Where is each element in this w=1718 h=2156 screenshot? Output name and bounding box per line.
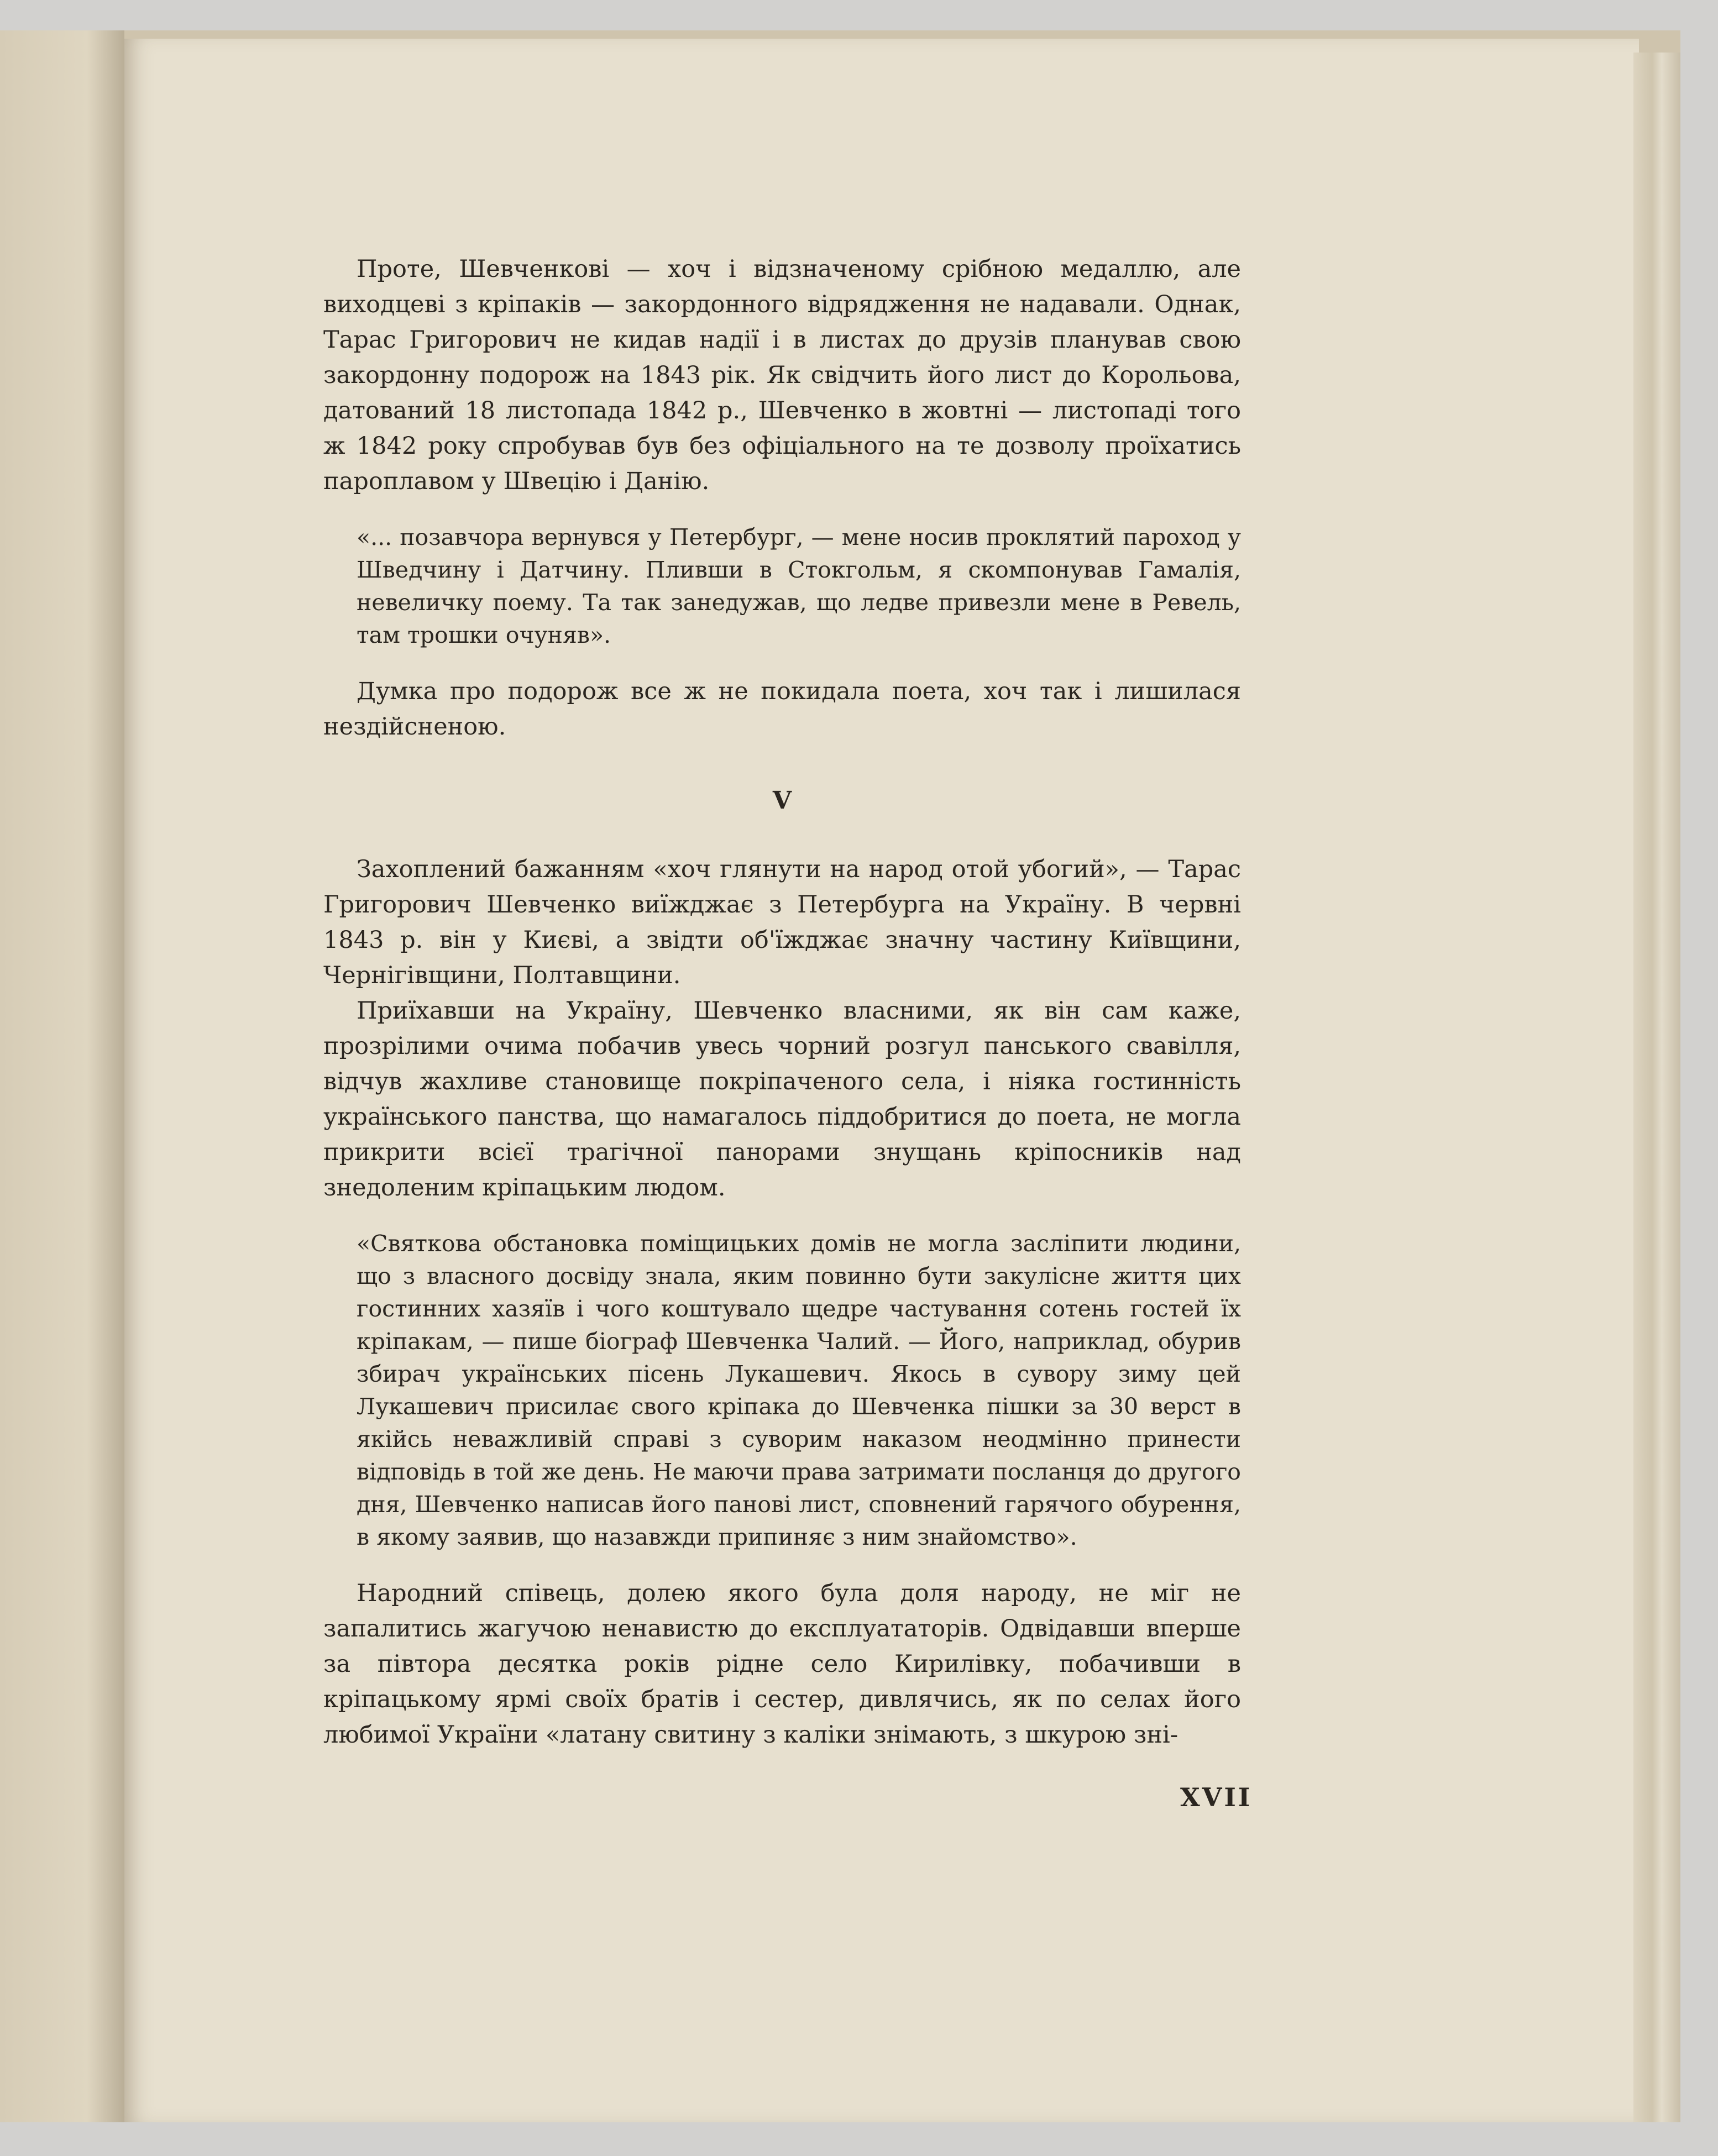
- section-heading: V: [772, 786, 792, 815]
- paragraph: Захоплений бажанням «хоч глянути на народ отой убогий», — Тарас Григорович Шевченко виїжджає з Петербурга на Україну. В червні 1843 р. він у Києві, а звідти об'їжджає значну частину Київщини, Чернігівщини, Полтавщини.: [323, 856, 1241, 989]
- quote: «... позавчора вернувся у Петербург, — мене носив проклятий пароход у Шведчину і Датчину. Пливши в Стокгольм, я скомпонував Гамалія, невеличку поему. Та так занедужав, що ледве привезли мене в Ревель, там трошки очуняв».: [357, 524, 1241, 648]
- page-number: XVII: [1180, 1782, 1253, 1812]
- quote: «Святкова обстановка поміщицьких домів не могла засліпити людини, що з власного досвіду знала, яким повинно бути закулісне життя цих гостинних хазяїв і чого коштувало щедре частування сотень гостей їх кріпакам, — пише біограф Шевченка Чалий. — Його, наприклад, обурив збирач українських пісень Лукашевич. Якось в сувору зиму цей Лукашевич присилає свого кріпака до Шевченка пішки за 30 верст в якійсь неважливій справі з суворим наказом неодмінно принести відповідь в той же день. Не маючи права затримати посланця до другого дня, Шевченко написав його панові лист, сповнений гарячого обурення, в якому заявив, що назавжди припиняє з ним знайомство».: [357, 1230, 1241, 1550]
- page-stack-edge: [1633, 53, 1680, 2122]
- page-text: [323, 251, 1241, 1753]
- paragraph: Народний співець, долею якого була доля народу, не міг не запалитись жагучою ненавистю до експлуататорів. Одвідавши вперше за півтора десятка років рідне село Кирилівку, побачивши в кріпацькому ярмі своїх братів і сестер, дивлячись, як по селах його любимої України «латану свитину з каліки знімають, з шкурою зні-: [323, 1580, 1241, 1749]
- paragraph: Проте, Шевченкові — хоч і відзначеному срібною медаллю, але виходцеві з кріпаків — закордонного відрядження не надавали. Однак, Тарас Григорович не кидав надії і в листах до друзів планував свою закордонну подорож на 1843 рік. Як свідчить його лист до Корольова, датований 18 листопада 1842 р., Шевченко в жовтні — листопаді того ж 1842 року спробував був без офіціального на те дозволу проїхатись пароплавом у Швецію і Данію.: [323, 255, 1241, 495]
- paragraph: Думка про подорож все ж не покидала поета, хоч так і лишилася нездійсненою.: [323, 678, 1241, 741]
- paragraph: Приїхавши на Україну, Шевченко власними, як він сам каже, прозрілими очима побачив увесь чорний розгул панського свавілля, відчув жахливе становище покріпаченого села, і ніяка гостинність українського панства, що намагалось піддобритися до поета, не могла прикрити всієї трагічної панорами знущань кріпосників над знедоленим кріпацьким людом.: [323, 997, 1241, 1202]
- left-page-edge: [0, 30, 124, 2122]
